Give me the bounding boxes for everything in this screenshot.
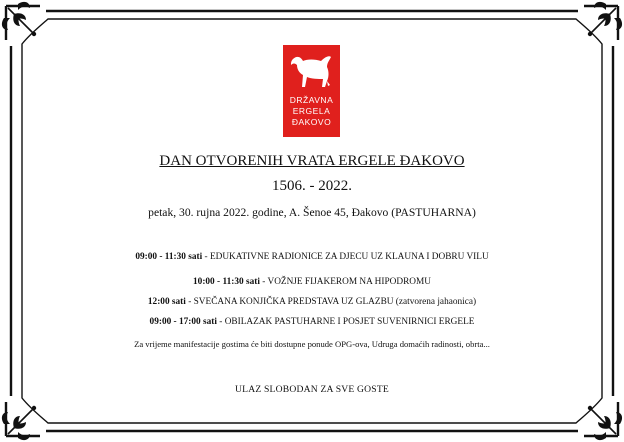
event-title: DAN OTVORENIH VRATA ERGELE ĐAKOVO xyxy=(159,153,465,169)
program-item-3 xyxy=(0,297,624,307)
program-sep: - xyxy=(216,317,225,327)
ergela-logo xyxy=(283,45,340,137)
program-activity: SVEČANA KONJIČKA PREDSTAVA UZ GLAZBU (zatvorena jahaonica) xyxy=(193,297,477,307)
program-item-4 xyxy=(0,317,624,327)
program-sep: - xyxy=(185,297,194,307)
horse-icon xyxy=(285,47,338,93)
logo-line-3: ĐAKOVO xyxy=(291,117,332,127)
program-item-1 xyxy=(0,252,624,262)
free-entry-note: ULAZ SLOBODAN ZA SVE GOSTE xyxy=(235,384,389,395)
logo-line-2: ERGELA xyxy=(292,106,331,116)
event-years: 1506. - 2022. xyxy=(272,178,352,194)
program-activity: OBILAZAK PASTUHARNE I POSJET SUVENIRNICI ERGELE xyxy=(224,317,475,327)
program-time: 10:00 - 11:30 sati xyxy=(193,277,260,287)
program-time: 09:00 - 17:00 sati xyxy=(149,317,217,327)
program-activity: EDUKATIVNE RADIONICE ZA DJECU UZ KLAUNA I DOBRU VILU xyxy=(209,252,489,262)
program-activity: VOŽNJE FIJAKEROM NA HIPODROMU xyxy=(267,277,431,287)
program-time: 12:00 sati xyxy=(147,297,186,307)
program-sep: - xyxy=(259,277,268,287)
vendors-note: Za vrijeme manifestacije gostima će biti dostupne ponude OPG-ova, Udruga domaćih radinosti, obrta... xyxy=(134,339,490,349)
program-sep: - xyxy=(202,252,210,262)
program-item-2 xyxy=(0,277,624,287)
program-time: 09:00 - 11:30 sati xyxy=(135,252,203,262)
logo-line-1: DRŽAVNA xyxy=(289,95,334,105)
event-date-location: petak, 30. rujna 2022. godine, A. Šenoe 45, Đakovo (PASTUHARNA) xyxy=(148,206,476,219)
